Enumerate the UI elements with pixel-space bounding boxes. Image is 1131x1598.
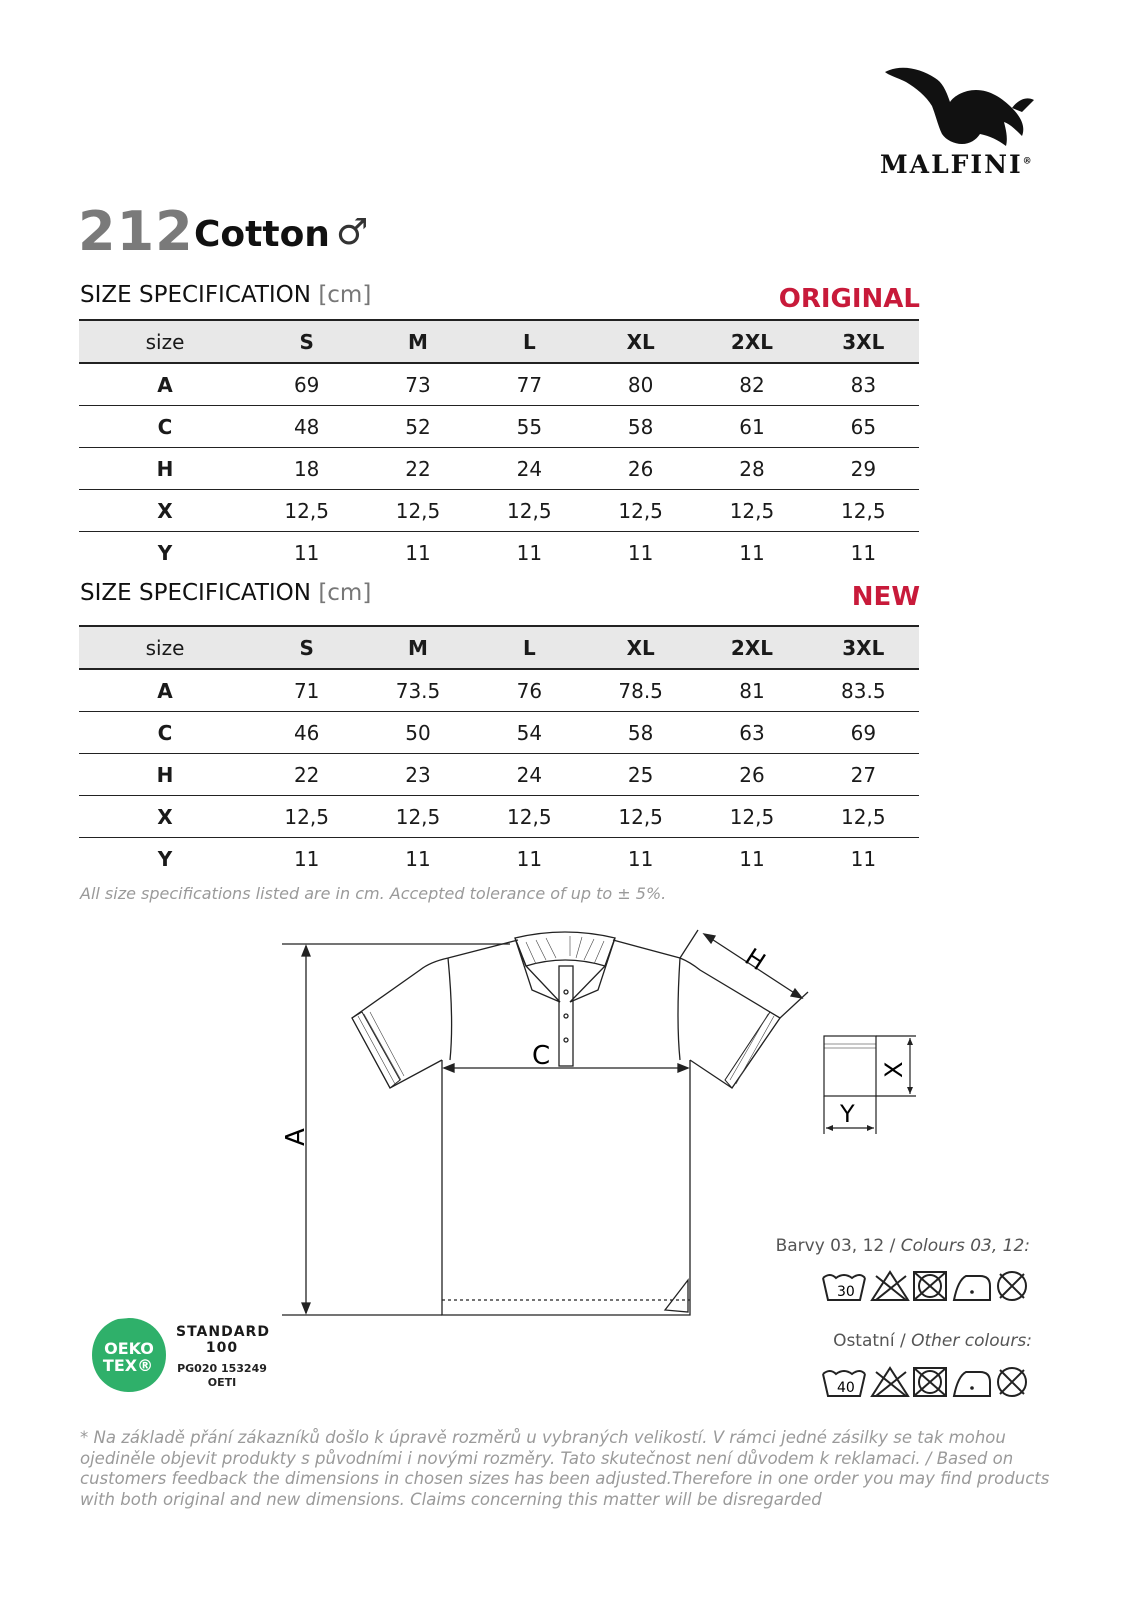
measure-value-cell: 11 [405, 540, 431, 565]
measure-value-cell: 78.5 [585, 669, 696, 712]
measure-label-cell: A [79, 363, 251, 406]
table-header-row [79, 626, 919, 669]
no-dry-clean-icon [998, 1272, 1026, 1300]
measure-value-cell: 11 [739, 846, 765, 871]
measure-value-cell: 11 [293, 846, 320, 871]
oeko-tex-badge-icon [90, 1316, 168, 1394]
new-size-table [79, 625, 919, 879]
dim-label-a: A [281, 1128, 311, 1146]
table-row [79, 796, 919, 838]
size-header-cell: XL [585, 320, 696, 363]
measure-value-cell: 11 [850, 846, 877, 871]
measure-value-cell: 81 [696, 669, 807, 712]
measure-value-cell: 28 [696, 448, 807, 490]
wash-temp: 30 [837, 1284, 855, 1300]
table-row [79, 490, 919, 532]
measure-value-cell: 26 [585, 448, 696, 490]
original-size-table [79, 319, 919, 573]
care-symbols-row [820, 1266, 1030, 1306]
measure-value-cell: 61 [696, 406, 807, 448]
measure-value-cell: 12,5 [585, 796, 696, 838]
measure-value-cell: 82 [696, 363, 807, 406]
no-tumble-dry-icon [914, 1272, 946, 1300]
measure-value-cell: 55 [474, 406, 585, 448]
measure-value-cell: 83.5 [808, 669, 919, 712]
measure-value-cell: 24 [474, 754, 585, 796]
measure-value-cell: 22 [362, 448, 473, 490]
footnote-disclaimer: * Na základě přání zákazníků došlo k úpravě rozměrů u vybraných velikostí. V rámci jedné zásilky se tak mohou ojediněle objevit produkty s původními i novými rozměry. Tato skutečnost není důvodem k reklamaci. / Based on customers feedback the dimensions in chosen sizes has been adjusted.Therefore in one order you may find products with both original and new dimensions. Claims concerning this matter will be disregarded [80, 1428, 1050, 1509]
measure-value-cell: 22 [251, 754, 362, 796]
measure-label-cell: H [79, 754, 251, 796]
size-header-cell: XL [585, 626, 696, 669]
brand-wordmark: MALFINI® [880, 150, 1034, 179]
iron-low-icon [954, 1372, 990, 1396]
size-header-cell: S [251, 320, 362, 363]
table-row [79, 448, 919, 490]
certificate-number: PG020 153249 OETI [177, 1362, 267, 1389]
measure-value-cell: 11 [627, 846, 654, 871]
size-header-cell: M [362, 320, 473, 363]
measure-value-cell: 12,5 [696, 490, 807, 532]
care-symbols-row [820, 1362, 1030, 1402]
measure-value-cell: 12,5 [808, 490, 919, 532]
no-tumble-dry-icon [914, 1368, 946, 1396]
measure-label-cell: H [79, 448, 251, 490]
measure-value-cell: 12,5 [251, 796, 362, 838]
section-title: SIZE SPECIFICATION [cm] [80, 580, 372, 606]
table-row [79, 406, 919, 448]
measure-value-cell: 12,5 [474, 796, 585, 838]
measure-value-cell: 71 [251, 669, 362, 712]
measure-value-cell: 73.5 [362, 669, 473, 712]
measure-value-cell: 11 [850, 540, 877, 565]
section-title: SIZE SPECIFICATION [cm] [80, 282, 372, 308]
original-section-header [80, 282, 920, 316]
measure-value-cell: 54 [474, 712, 585, 754]
size-header-cell: 3XL [808, 626, 919, 669]
tolerance-note: All size specifications listed are in cm. Accepted tolerance of up to ± 5%. [80, 884, 667, 903]
size-column-header: size [79, 626, 251, 669]
dim-label-c: C [532, 1041, 551, 1071]
measure-value-cell: 58 [585, 406, 696, 448]
measure-value-cell: 50 [362, 712, 473, 754]
measure-value-cell: 76 [474, 669, 585, 712]
no-bleach-icon [872, 1368, 908, 1396]
size-header-cell: L [474, 626, 585, 669]
size-header-cell: 3XL [808, 320, 919, 363]
measure-value-cell: 11 [627, 540, 654, 565]
product-code: 212 [78, 200, 194, 263]
measure-value-cell: 77 [474, 363, 585, 406]
measure-value-cell: 25 [585, 754, 696, 796]
measure-value-cell: 11 [405, 846, 431, 871]
care-colours-label: Barvy 03, 12 / Colours 03, 12: [775, 1236, 1030, 1256]
measure-value-cell: 27 [808, 754, 919, 796]
size-header-cell: 2XL [696, 626, 807, 669]
measure-value-cell: 11 [739, 540, 765, 565]
table-row [79, 838, 919, 880]
measure-label-cell: Y [157, 846, 173, 871]
measure-value-cell: 83 [808, 363, 919, 406]
dim-label-y: Y [840, 1100, 855, 1128]
original-tag: ORIGINAL [778, 284, 920, 314]
standard-100-label: STANDARD 100 [176, 1324, 270, 1356]
measure-label-cell: A [79, 669, 251, 712]
measure-value-cell: 11 [516, 540, 543, 565]
no-dry-clean-icon [998, 1368, 1026, 1396]
dim-label-x: X [880, 1061, 908, 1078]
measure-value-cell: 26 [696, 754, 807, 796]
measure-label-cell: Y [157, 540, 173, 565]
measure-label-cell: C [79, 406, 251, 448]
oeko-line1: OEKO [104, 1339, 154, 1358]
polo-shirt-measurement-drawing [270, 920, 830, 1330]
table-row [79, 363, 919, 406]
oeko-line2: TEX® [102, 1356, 154, 1375]
measure-value-cell: 12,5 [362, 490, 473, 532]
measure-value-cell: 12,5 [696, 796, 807, 838]
measure-value-cell: 58 [585, 712, 696, 754]
size-column-header: size [79, 320, 251, 363]
measure-value-cell: 12,5 [362, 796, 473, 838]
measure-value-cell: 18 [251, 448, 362, 490]
measure-value-cell: 23 [362, 754, 473, 796]
size-header-cell: S [251, 626, 362, 669]
measure-value-cell: 24 [474, 448, 585, 490]
measure-value-cell: 12,5 [808, 796, 919, 838]
product-name: Cotton [194, 214, 330, 255]
measure-value-cell: 65 [808, 406, 919, 448]
table-header-row [79, 320, 919, 363]
measure-value-cell: 73 [362, 363, 473, 406]
table-row [79, 532, 919, 574]
measure-label-cell: C [79, 712, 251, 754]
measure-value-cell: 12,5 [474, 490, 585, 532]
care-other-label: Ostatní / Other colours: [833, 1331, 1032, 1351]
measure-label-cell: X [79, 796, 251, 838]
size-header-cell: 2XL [696, 320, 807, 363]
measure-value-cell: 29 [808, 448, 919, 490]
measure-value-cell: 12,5 [251, 490, 362, 532]
measure-value-cell: 12,5 [585, 490, 696, 532]
measure-value-cell: 48 [251, 406, 362, 448]
measure-value-cell: 52 [362, 406, 473, 448]
measure-value-cell: 11 [516, 846, 543, 871]
new-tag: NEW [851, 582, 920, 612]
measure-value-cell: 46 [251, 712, 362, 754]
wash-temp: 40 [837, 1380, 855, 1396]
size-header-cell: M [362, 626, 473, 669]
table-row [79, 712, 919, 754]
measure-value-cell: 11 [293, 540, 320, 565]
measure-value-cell: 63 [696, 712, 807, 754]
table-row [79, 669, 919, 712]
size-header-cell: L [474, 320, 585, 363]
malfini-bird-logo-icon [880, 60, 1040, 160]
no-bleach-icon [872, 1272, 908, 1300]
sleeve-detail-xy-drawing [818, 1030, 928, 1140]
dim-label-h: H [739, 942, 771, 977]
male-gender-icon: ♂ [336, 212, 369, 253]
measure-value-cell: 69 [808, 712, 919, 754]
measure-value-cell: 80 [585, 363, 696, 406]
new-section-header [80, 580, 920, 614]
iron-low-icon [954, 1276, 990, 1300]
measure-label-cell: X [79, 490, 251, 532]
table-row [79, 754, 919, 796]
measure-value-cell: 69 [251, 363, 362, 406]
